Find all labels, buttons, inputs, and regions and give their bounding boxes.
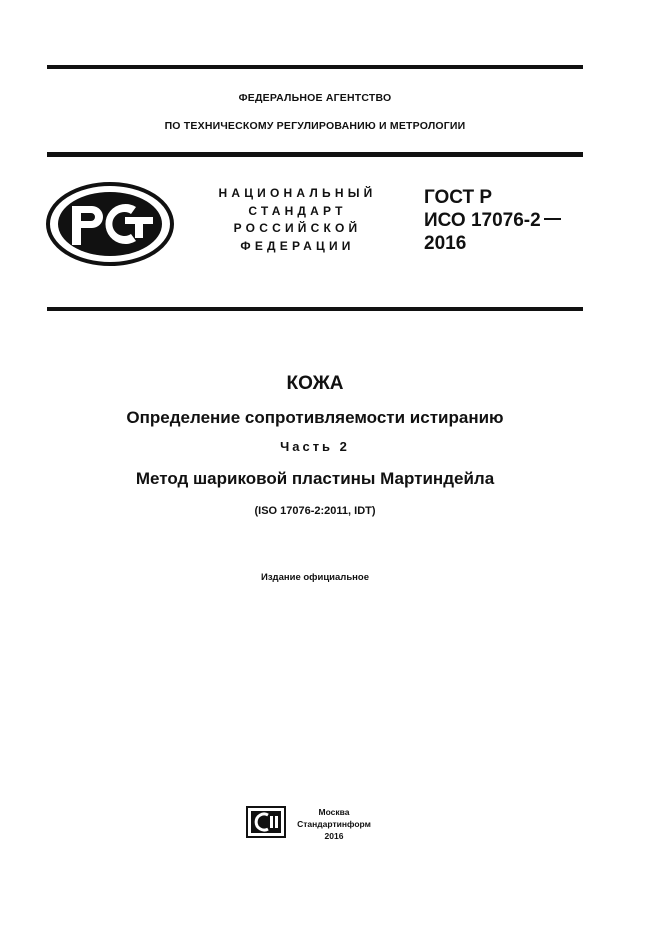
gost-line-3: 2016 [424,233,467,254]
publisher-block [294,806,374,842]
standard-designation [424,186,561,255]
designation-dash [544,218,561,220]
gost-line-1: ГОСТ Р [424,187,493,208]
edition-label: Издание официальное [261,572,369,583]
standartinform-logo-icon [246,806,286,838]
iso-reference: (ISO 17076-2:2011, IDT) [254,505,376,517]
document-subtitle: Определение сопротивляемости истиранию [126,408,504,427]
top-rule [47,65,583,69]
national-line: НАЦИОНАЛЬНЫЙ [218,186,377,200]
rst-mark-icon [45,181,175,267]
national-standard-label [200,185,395,255]
publisher-name: Стандартинформ [297,819,371,829]
part-label: Часть 2 [280,439,350,454]
national-line: ФЕДЕРАЦИИ [240,238,355,253]
method-title: Метод шариковой пластины Мартиндейла [135,469,495,488]
gost-line-2: ИСО 17076-2 [424,210,541,231]
gost-line-2-wrap [424,209,561,232]
document-title: КОЖА [286,373,344,394]
header-rule [47,152,583,157]
national-line: СТАНДАРТ [248,203,347,218]
agency-name-line-1: ФЕДЕРАЛЬНОЕ АГЕНТСТВО [238,92,392,104]
publisher-year: 2016 [324,831,344,841]
publisher-city: Москва [318,807,350,817]
lower-rule [47,307,583,311]
agency-name-line-2: ПО ТЕХНИЧЕСКОМУ РЕГУЛИРОВАНИЮ И МЕТРОЛОГИИ [164,120,466,132]
national-line: РОССИЙСКОЙ [233,221,362,235]
